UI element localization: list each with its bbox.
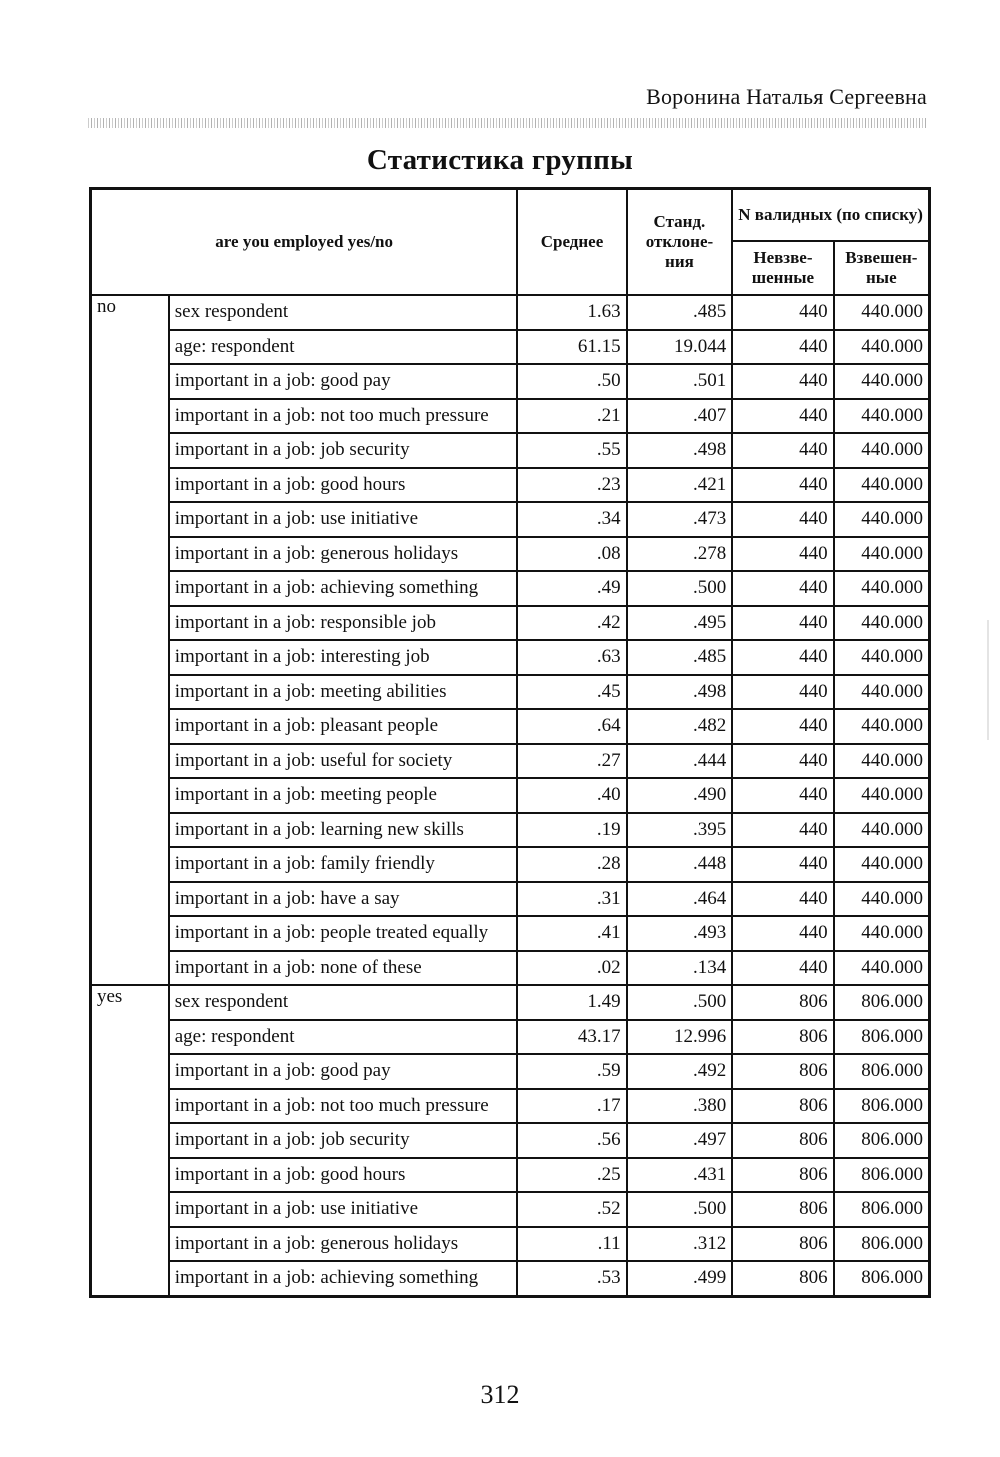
std-cell: .501 [627,364,733,399]
table-row [91,882,930,917]
col-header-weighted: Взвешен-ные [834,241,930,295]
variable-name-cell: important in a job: generous holidays [169,1227,518,1262]
header-rule [88,118,928,128]
table-row [91,916,930,951]
weighted-n-cell: 440.000 [834,364,930,399]
weighted-n-cell: 806.000 [834,1123,930,1158]
mean-cell: .27 [517,744,626,779]
std-cell: .490 [627,778,733,813]
variable-name-cell: important in a job: have a say [169,882,518,917]
header-row-1 [91,189,930,242]
std-cell: .464 [627,882,733,917]
weighted-n-cell: 440.000 [834,778,930,813]
mean-cell: .40 [517,778,626,813]
unweighted-n-cell: 440 [732,399,833,434]
table-row [91,847,930,882]
weighted-n-cell: 440.000 [834,571,930,606]
unweighted-n-cell: 440 [732,882,833,917]
mean-cell: 43.17 [517,1020,626,1055]
margin-mark [987,620,989,740]
weighted-n-cell: 806.000 [834,1158,930,1193]
std-cell: .500 [627,1192,733,1227]
col-header-std: Станд. отклоне-ния [627,189,733,296]
unweighted-n-cell: 440 [732,537,833,572]
col-header-unweighted: Невзве-шенные [732,241,833,295]
mean-cell: .34 [517,502,626,537]
table-row [91,813,930,848]
weighted-n-cell: 806.000 [834,1261,930,1296]
variable-name-cell: important in a job: use initiative [169,1192,518,1227]
std-cell: .495 [627,606,733,641]
unweighted-n-cell: 440 [732,606,833,641]
std-cell: .444 [627,744,733,779]
page-number: 312 [480,1380,520,1409]
variable-name-cell: important in a job: none of these [169,951,518,986]
std-cell: .473 [627,502,733,537]
std-cell: 19.044 [627,330,733,365]
table-row [91,640,930,675]
unweighted-n-cell: 806 [732,1261,833,1296]
table-row [91,537,930,572]
table-body [91,295,930,1296]
weighted-n-cell: 440.000 [834,813,930,848]
std-cell: .485 [627,295,733,330]
unweighted-n-cell: 806 [732,1192,833,1227]
table-row [91,1227,930,1262]
mean-cell: .53 [517,1261,626,1296]
unweighted-n-cell: 806 [732,1020,833,1055]
std-cell: .482 [627,709,733,744]
unweighted-n-cell: 440 [732,571,833,606]
table-row [91,1054,930,1089]
table-row [91,399,930,434]
unweighted-n-cell: 440 [732,847,833,882]
variable-name-cell: important in a job: pleasant people [169,709,518,744]
weighted-n-cell: 806.000 [834,1089,930,1124]
weighted-n-cell: 440.000 [834,640,930,675]
variable-name-cell: sex respondent [169,295,518,330]
mean-cell: .23 [517,468,626,503]
table-row [91,433,930,468]
unweighted-n-cell: 440 [732,709,833,744]
mean-cell: .21 [517,399,626,434]
variable-name-cell: important in a job: interesting job [169,640,518,675]
unweighted-n-cell: 440 [732,778,833,813]
table-row [91,606,930,641]
std-cell: .278 [627,537,733,572]
variable-name-cell: important in a job: useful for society [169,744,518,779]
std-cell: .492 [627,1054,733,1089]
variable-name-cell: important in a job: family friendly [169,847,518,882]
weighted-n-cell: 440.000 [834,951,930,986]
mean-cell: .17 [517,1089,626,1124]
weighted-n-cell: 440.000 [834,744,930,779]
mean-cell: 61.15 [517,330,626,365]
mean-cell: .25 [517,1158,626,1193]
table-row [91,468,930,503]
mean-cell: .50 [517,364,626,399]
variable-name-cell: important in a job: meeting abilities [169,675,518,710]
std-cell: .448 [627,847,733,882]
std-cell: .421 [627,468,733,503]
std-cell: .500 [627,985,733,1020]
weighted-n-cell: 440.000 [834,537,930,572]
weighted-n-cell: 440.000 [834,330,930,365]
mean-cell: .41 [517,916,626,951]
std-cell: .431 [627,1158,733,1193]
weighted-n-cell: 806.000 [834,1227,930,1262]
variable-name-cell: important in a job: people treated equally [169,916,518,951]
mean-cell: .02 [517,951,626,986]
table-row [91,985,930,1020]
weighted-n-cell: 440.000 [834,606,930,641]
table-row [91,1158,930,1193]
unweighted-n-cell: 806 [732,1089,833,1124]
variable-name-cell: important in a job: responsible job [169,606,518,641]
std-cell: .134 [627,951,733,986]
variable-name-cell: important in a job: good hours [169,1158,518,1193]
mean-cell: .31 [517,882,626,917]
unweighted-n-cell: 440 [732,468,833,503]
weighted-n-cell: 440.000 [834,882,930,917]
std-cell: .498 [627,675,733,710]
unweighted-n-cell: 440 [732,916,833,951]
unweighted-n-cell: 806 [732,1158,833,1193]
mean-cell: .11 [517,1227,626,1262]
weighted-n-cell: 806.000 [834,1192,930,1227]
weighted-n-cell: 806.000 [834,985,930,1020]
table-row [91,502,930,537]
table-row [91,709,930,744]
mean-cell: .08 [517,537,626,572]
weighted-n-cell: 440.000 [834,433,930,468]
group-label: no [91,295,169,985]
col-header-group: are you employed yes/no [91,189,518,296]
weighted-n-cell: 440.000 [834,399,930,434]
weighted-n-cell: 440.000 [834,468,930,503]
weighted-n-cell: 806.000 [834,1054,930,1089]
unweighted-n-cell: 806 [732,1054,833,1089]
variable-name-cell: important in a job: good pay [169,1054,518,1089]
table-row [91,364,930,399]
std-cell: .395 [627,813,733,848]
weighted-n-cell: 806.000 [834,1020,930,1055]
col-header-mean: Среднее [517,189,626,296]
std-cell: .500 [627,571,733,606]
weighted-n-cell: 440.000 [834,502,930,537]
std-cell: .380 [627,1089,733,1124]
variable-name-cell: important in a job: good hours [169,468,518,503]
unweighted-n-cell: 806 [732,985,833,1020]
unweighted-n-cell: 440 [732,813,833,848]
unweighted-n-cell: 440 [732,295,833,330]
running-head-author: Воронина Наталья Сергеевна [646,84,927,109]
variable-name-cell: important in a job: achieving something [169,571,518,606]
unweighted-n-cell: 440 [732,502,833,537]
mean-cell: .63 [517,640,626,675]
std-cell: .407 [627,399,733,434]
table-row [91,1261,930,1296]
table-row [91,1020,930,1055]
table-row [91,1123,930,1158]
table-row [91,744,930,779]
weighted-n-cell: 440.000 [834,295,930,330]
mean-cell: 1.49 [517,985,626,1020]
std-cell: .498 [627,433,733,468]
weighted-n-cell: 440.000 [834,709,930,744]
unweighted-n-cell: 440 [732,330,833,365]
variable-name-cell: important in a job: not too much pressure [169,399,518,434]
variable-name-cell: important in a job: good pay [169,364,518,399]
unweighted-n-cell: 440 [732,951,833,986]
mean-cell: .49 [517,571,626,606]
variable-name-cell: important in a job: job security [169,433,518,468]
std-cell: .497 [627,1123,733,1158]
std-cell: .493 [627,916,733,951]
std-cell: .485 [627,640,733,675]
mean-cell: .59 [517,1054,626,1089]
variable-name-cell: important in a job: use initiative [169,502,518,537]
unweighted-n-cell: 440 [732,675,833,710]
variable-name-cell: age: respondent [169,1020,518,1055]
weighted-n-cell: 440.000 [834,675,930,710]
mean-cell: .19 [517,813,626,848]
mean-cell: .28 [517,847,626,882]
mean-cell: .64 [517,709,626,744]
group-label: yes [91,985,169,1296]
std-cell: .312 [627,1227,733,1262]
mean-cell: .42 [517,606,626,641]
table-row [91,295,930,330]
mean-cell: .52 [517,1192,626,1227]
table-row [91,951,930,986]
weighted-n-cell: 440.000 [834,847,930,882]
table-row [91,1192,930,1227]
variable-name-cell: important in a job: job security [169,1123,518,1158]
unweighted-n-cell: 806 [732,1123,833,1158]
table-row [91,571,930,606]
mean-cell: .45 [517,675,626,710]
group-statistics-table [89,187,931,1298]
col-header-n-valid: N валидных (по списку) [732,189,929,242]
variable-name-cell: important in a job: meeting people [169,778,518,813]
unweighted-n-cell: 440 [732,433,833,468]
table-row [91,675,930,710]
variable-name-cell: important in a job: learning new skills [169,813,518,848]
unweighted-n-cell: 440 [732,364,833,399]
variable-name-cell: important in a job: achieving something [169,1261,518,1296]
unweighted-n-cell: 440 [732,744,833,779]
table-row [91,330,930,365]
weighted-n-cell: 440.000 [834,916,930,951]
unweighted-n-cell: 806 [732,1227,833,1262]
std-cell: 12.996 [627,1020,733,1055]
mean-cell: 1.63 [517,295,626,330]
table-row [91,778,930,813]
table-row [91,1089,930,1124]
mean-cell: .55 [517,433,626,468]
variable-name-cell: sex respondent [169,985,518,1020]
variable-name-cell: age: respondent [169,330,518,365]
std-cell: .499 [627,1261,733,1296]
mean-cell: .56 [517,1123,626,1158]
variable-name-cell: important in a job: not too much pressure [169,1089,518,1124]
unweighted-n-cell: 440 [732,640,833,675]
variable-name-cell: important in a job: generous holidays [169,537,518,572]
table-title: Статистика группы [366,144,634,176]
